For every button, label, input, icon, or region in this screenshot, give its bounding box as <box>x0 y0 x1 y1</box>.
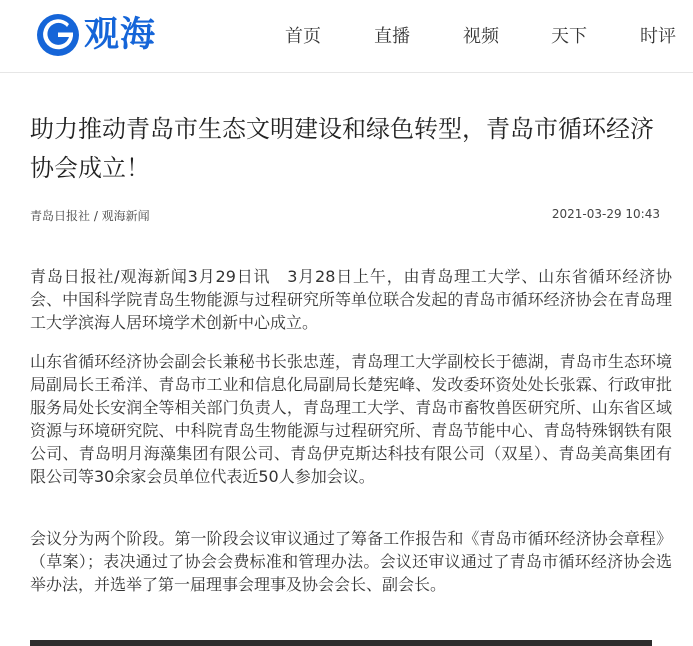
nav-item-world[interactable]: 天下 <box>551 26 587 47</box>
article-paragraph: 青岛日报社/观海新闻3月29日讯 3月28日上午，由青岛理工大学、山东省循环经济协会、中国科学院青岛生物能源与过程研究所等单位联合发起的青岛市循环经济协会在青岛理工大学滨海人居环境学术创新中心成立。 <box>30 267 672 332</box>
article-paragraph: 山东省循环经济协会副会长兼秘书长张忠莲，青岛理工大学副校长于德湖，青岛市生态环境局副局长王希洋、青岛市工业和信息化局副局长楚宪峰、发改委环资处处长张霖、行政审批服务局处长安润全等相关部门负责人，青岛理工大学、青岛市畜牧兽医研究所、山东省区域资源与环境研究院、中科院青岛生物能源与过程研究所、青岛节能中心、青岛特殊钢铁有限公司、青岛明月海藻集团有限公司、青岛伊克斯达科技有限公司（双星）、青岛美高集团有限公司等30余家会员单位代表近50人参加会议。 <box>30 352 672 486</box>
article-image <box>30 640 652 646</box>
article-paragraph: 会议分为两个阶段。第一阶段会议审议通过了筹备工作报告和《青岛市循环经济协会章程》（草案）；表决通过了协会会费标准和管理办法。会议还审议通过了青岛市循环经济协会选举办法，并选举了第一届理事会理事及协会会长、副会长。 <box>30 529 672 594</box>
article-source[interactable]: 青岛日报社 / 观海新闻 <box>30 209 150 223</box>
site-header <box>0 0 693 73</box>
nav-item-commentary[interactable]: 时评 <box>640 26 676 47</box>
article-title: 助力推动青岛市生态文明建设和绿色转型，青岛市循环经济协会成立！ <box>30 115 654 182</box>
nav-item-home[interactable]: 首页 <box>285 26 321 47</box>
logo-text: 观海 <box>84 15 157 55</box>
nav-item-video[interactable]: 视频 <box>463 26 499 47</box>
article-datetime: 2021-03-29 10:43 <box>551 207 660 221</box>
nav-item-live[interactable]: 直播 <box>374 26 410 47</box>
main-nav <box>0 0 693 72</box>
